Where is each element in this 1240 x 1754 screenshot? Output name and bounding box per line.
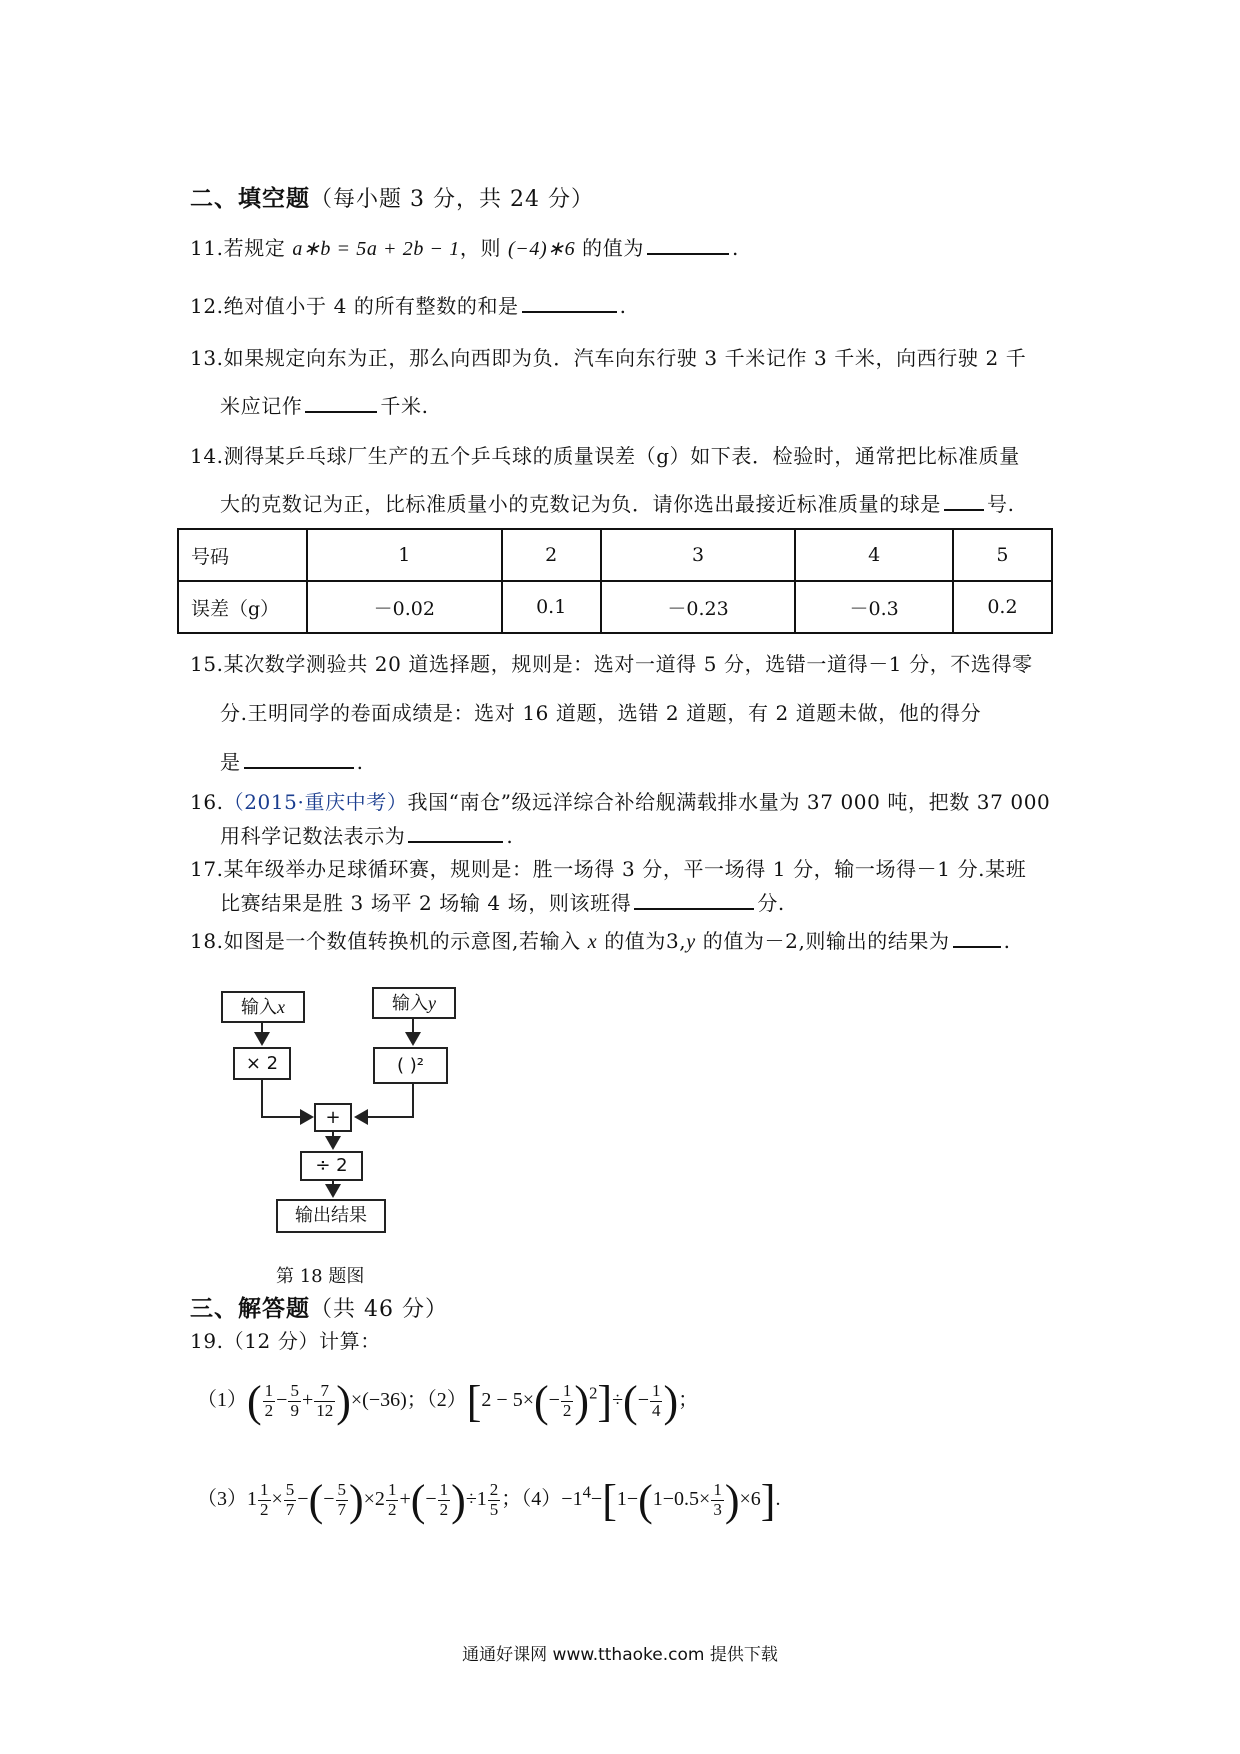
- question-14-line1: 14.测得某乒乓球厂生产的五个乒乓球的质量误差（g）如下表．检验时，通常把比标准质量: [190, 444, 1020, 468]
- table-cell: 2: [502, 529, 601, 581]
- table-cell: 5: [953, 529, 1052, 581]
- formula-row-2: （3）1 $\frac{1}{2}$ × $\frac{5}{7}$ −(− $\frac{5}{7}$ )×2 $\frac{1}{2}$ +(− $\frac{1}{2}$ )÷1 $\frac{2}{5}$ ；$(4)-1^4-[1-(1-0.5\times$ $\frac{1}{3}$ )×6].: [197, 1476, 781, 1525]
- flow-times-2: × 2: [233, 1047, 291, 1080]
- table-cell: －0.23: [601, 581, 796, 633]
- question-17-line1: 17.某年级举办足球循环赛，规则是：胜一场得 3 分，平一场得 1 分，输一场得－1 分.某班: [190, 857, 1027, 881]
- table-cell: 1: [307, 529, 502, 581]
- table-cell: －0.3: [795, 581, 952, 633]
- question-13-line2: 米应记作 千米.: [220, 394, 429, 418]
- question-15-line2: 分.王明同学的卷面成绩是：选对 16 道题，选错 2 道题，有 2 道题未做，他的得分: [220, 701, 982, 725]
- flow-square: ( )²: [373, 1047, 448, 1084]
- table-header-error: 误差（g）: [178, 581, 307, 633]
- flow-output: 输出结果: [276, 1199, 386, 1233]
- table-header-number: 号码: [178, 529, 307, 581]
- table-cell: －0.02: [307, 581, 502, 633]
- flow-input-y: 输入y: [372, 987, 456, 1019]
- question-16-line1: 16.（2015·重庆中考）我国“南仓”级远洋综合补给舰满载排水量为 37 000 吨，把数 37 000: [190, 790, 1051, 814]
- flow-input-x: 输入x: [221, 991, 305, 1023]
- table-cell: 0.2: [953, 581, 1052, 633]
- question-11: 11.若规定 a∗b = 5a + 2b − 1，则 (−4)∗6 的值为 .: [190, 236, 739, 260]
- footer-credit: 通通好课网 www.tthaoke.com 提供下载: [462, 1645, 778, 1665]
- question-15-line3: 是 .: [220, 750, 364, 774]
- question-16-line2: 用科学记数法表示为 .: [220, 824, 514, 848]
- table-cell: 4: [795, 529, 952, 581]
- question-14-line2: 大的克数记为正，比标准质量小的克数记为负．请你选出最接近标准质量的球是 号.: [220, 492, 1015, 516]
- question-17-line2: 比赛结果是胜 3 场平 2 场输 4 场，则该班得 分.: [220, 891, 785, 915]
- flow-plus: +: [314, 1103, 352, 1132]
- formula-row-1: （1）( $\frac{1}{2}$ − $\frac{5}{9}$ + $\frac{7}{12}$ )×(−36)；（2）[2 − 5×(− $\frac{1}{2}$ )$^2$]÷(− $\frac{1}{4}$ )；: [197, 1377, 699, 1426]
- section-3-title: 三、解答题（共 46 分）: [190, 1295, 448, 1322]
- question-13-line1: 13.如果规定向东为正，那么向西即为负．汽车向东行驶 3 千米记作 3 千米，向西行驶 2 千: [190, 346, 1027, 370]
- question-12: 12.绝对值小于 4 的所有整数的和是 .: [190, 294, 627, 318]
- flow-divide-2: ÷ 2: [300, 1151, 363, 1181]
- question-19: 19.（12 分）计算：: [190, 1329, 381, 1353]
- figure-caption: 第 18 题图: [276, 1266, 365, 1287]
- question-15-line1: 15.某次数学测验共 20 道选择题，规则是：选对一道得 5 分，选错一道得－1 分，不选得零: [190, 652, 1033, 676]
- table-cell: 3: [601, 529, 796, 581]
- section-2-title: 二、填空题（每小题 3 分，共 24 分）: [190, 185, 594, 212]
- question-18: 18.如图是一个数值转换机的示意图,若输入 x 的值为3,y 的值为－2,则输出的结果为 .: [190, 929, 1011, 953]
- table-cell: 0.1: [502, 581, 601, 633]
